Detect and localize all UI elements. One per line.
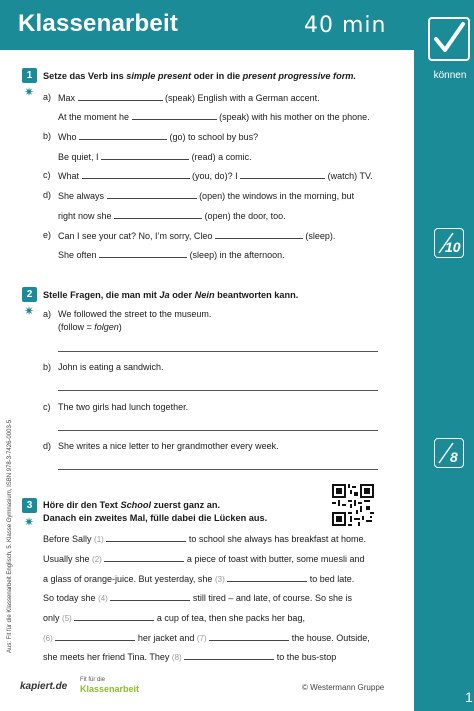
star-icon: ✷ xyxy=(24,515,35,529)
blank-input[interactable] xyxy=(184,651,274,660)
s3-line-2: Usually she (2) a piece of toast with butter, some muesli and xyxy=(43,554,365,564)
s3-line-4: So today she (4) still tired – and late, of course. So she is xyxy=(43,593,352,603)
s2-question-b: John is eating a sandwich. xyxy=(58,362,164,372)
s3-line-5: only (5) a cup of tea, then she packs her bag, xyxy=(43,613,305,623)
qr-code-icon[interactable] xyxy=(332,484,374,526)
blank-input[interactable] xyxy=(101,151,189,160)
answer-line[interactable] xyxy=(58,430,378,431)
blank-input[interactable] xyxy=(209,632,289,641)
blank-input[interactable] xyxy=(104,553,184,562)
blank-input[interactable] xyxy=(110,592,190,601)
blank-input[interactable] xyxy=(55,632,135,641)
section3-title-1: Höre dir den Text School zuerst ganz an. xyxy=(43,500,220,510)
star-icon: ✷ xyxy=(24,85,35,99)
blank-input[interactable] xyxy=(82,170,190,179)
copyright: © Westermann Gruppe xyxy=(302,683,385,692)
blank-input[interactable] xyxy=(107,190,197,199)
s2-question-d: She writes a nice letter to her grandmother every week. xyxy=(58,441,279,451)
s1-line-b1: Who (go) to school by bus? xyxy=(58,132,259,142)
fit-logo-bottom: Klassenarbeit xyxy=(80,684,140,694)
s1-line-e2: She often (sleep) in the afternoon. xyxy=(58,250,285,260)
s1-line-a1: Max (speak) English with a German accent. xyxy=(58,93,320,103)
section2-title: Stelle Fragen, die man mit Ja oder Nein beantworten kann. xyxy=(43,290,299,300)
sidebar xyxy=(414,50,474,711)
fit-logo-top: Fit für die xyxy=(80,677,106,683)
s3-line-3: a glass of orange-juice. But yesterday, she (3) to bed late. xyxy=(43,574,355,584)
answer-line[interactable] xyxy=(58,351,378,352)
blank-input[interactable] xyxy=(79,131,167,140)
section-number-3: 3 xyxy=(22,498,37,513)
page-title: Klassenarbeit xyxy=(18,10,179,37)
blank-input[interactable] xyxy=(99,249,187,258)
konnen-label: können xyxy=(433,70,467,81)
s1-line-d2: right now she (open) the door, too. xyxy=(58,211,286,221)
score-2: 8 xyxy=(450,449,458,465)
s2-question-c: The two girls had lunch together. xyxy=(58,402,189,412)
blank-input[interactable] xyxy=(132,111,217,120)
blank-input[interactable] xyxy=(215,230,303,239)
kapiert-logo: kapiert.de xyxy=(20,681,68,692)
blank-input[interactable] xyxy=(114,210,202,219)
score-box-2 xyxy=(434,438,464,468)
answer-line[interactable] xyxy=(58,390,378,391)
score-box-1 xyxy=(434,228,464,258)
blank-input[interactable] xyxy=(74,612,154,621)
blank-input[interactable] xyxy=(106,533,186,542)
s1-line-c1: What (you, do)? I (watch) TV. xyxy=(58,171,373,181)
timer-label: 40 min xyxy=(304,13,387,38)
s1-line-a2: At the moment he (speak) with his mother on the phone. xyxy=(58,112,370,122)
checkmark-icon xyxy=(428,17,470,61)
side-source-text: Aus: Fit für die Klassenarbeit Englisch, 5. Klasse Gymnasium, ISBN 978-3-7426-0003-5 xyxy=(7,419,13,653)
score-1: 10 xyxy=(445,239,461,255)
s3-line-6: (6) her jacket and (7) the house. Outside, xyxy=(43,633,370,643)
section-number-2: 2 xyxy=(22,287,37,302)
s1-line-d1: She always (open) the windows in the morning, but xyxy=(58,191,355,201)
blank-input[interactable] xyxy=(227,573,307,582)
blank-input[interactable] xyxy=(78,92,163,101)
s2-question-a: We followed the street to the museum. xyxy=(58,309,212,319)
section1-title: Setze das Verb ins simple present oder in die present progressive form. xyxy=(43,71,357,81)
s2-hint-a: (follow = folgen) xyxy=(58,322,122,332)
s3-line-1: Before Sally (1) to school she always has breakfast at home. xyxy=(43,534,366,544)
s3-line-7: she meets her friend Tina. They (8) to the bus-stop xyxy=(43,652,337,662)
page-number: 1 xyxy=(465,689,473,705)
answer-line[interactable] xyxy=(58,469,378,470)
section-number-1: 1 xyxy=(22,68,37,83)
blank-input[interactable] xyxy=(240,170,325,179)
star-icon: ✷ xyxy=(24,304,35,318)
s1-line-b2: Be quiet, I (read) a comic. xyxy=(58,152,252,162)
section3-title-2: Danach ein zweites Mal, fülle dabei die Lücken aus. xyxy=(43,513,268,523)
s1-line-e1: Can I see your cat? No, I’m sorry, Cleo (sleep). xyxy=(58,231,336,241)
